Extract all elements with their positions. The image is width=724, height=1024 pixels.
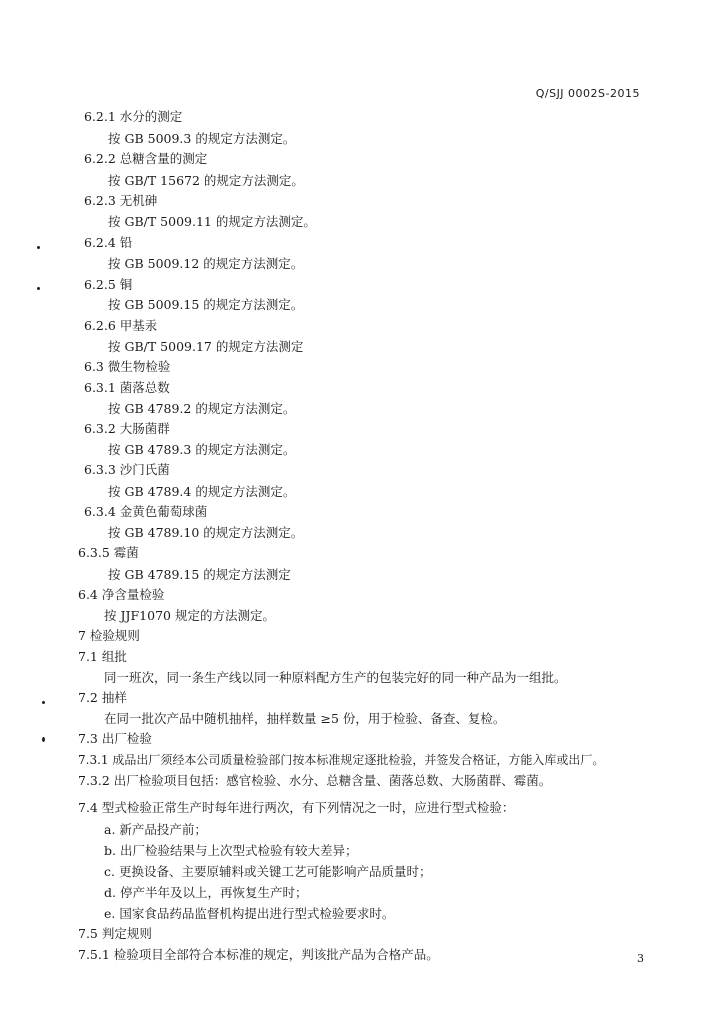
body-text: 7.3.2 出厂检验项目包括：感官检验、水分、总糖含量、菌落总数、大肠菌群、霉菌。 xyxy=(78,773,552,788)
section-heading-6-2-4: 6.2.4 铅 xyxy=(84,235,133,250)
section-heading-7-3: 7.3 出厂检验 xyxy=(78,731,152,746)
body-text: 7.5.1 检验项目全部符合本标准的规定，判该批产品为合格产品。 xyxy=(78,947,439,962)
body-text: 按 JJF1070 规定的方法测定。 xyxy=(104,608,275,623)
body-text: 按 GB/T 15672 的规定方法测定。 xyxy=(108,173,304,188)
section-heading-6-4: 6.4 净含量检验 xyxy=(78,587,165,602)
section-heading-6-3-2: 6.3.2 大肠菌群 xyxy=(84,421,170,436)
list-item: a. 新产品投产前； xyxy=(104,822,207,837)
section-heading-6-3-4: 6.3.4 金黄色葡萄球菌 xyxy=(84,504,208,519)
section-heading-7-2: 7.2 抽样 xyxy=(78,690,127,705)
body-text: 同一班次，同一条生产线以同一种原料配方生产的包装完好的同一种产品为一组批。 xyxy=(104,670,567,685)
standard-code: Q/SJJ 0002S-2015 xyxy=(535,87,640,100)
section-heading-6-3-3: 6.3.3 沙门氏菌 xyxy=(84,462,170,477)
body-text: 按 GB/T 5009.17 的规定方法测定 xyxy=(108,339,304,354)
body-text: 7.3.1 成品出厂须经本公司质量检验部门按本标准规定逐批检验，并签发合格证，方能入库或出厂。 xyxy=(78,753,605,767)
section-heading-7-5: 7.5 判定规则 xyxy=(78,926,152,941)
body-text: 按 GB 4789.10 的规定方法测定。 xyxy=(108,525,304,540)
list-item: d. 停产半年及以上，再恢复生产时； xyxy=(104,885,308,900)
section-heading-6-2-3: 6.2.3 无机砷 xyxy=(84,193,158,208)
body-text: 按 GB 4789.15 的规定方法测定 xyxy=(108,567,291,582)
section-heading-6-3: 6.3 微生物检验 xyxy=(84,359,171,374)
scan-speck xyxy=(37,287,40,290)
body-text: 按 GB 5009.15 的规定方法测定。 xyxy=(108,297,304,312)
body-text: 按 GB 4789.4 的规定方法测定。 xyxy=(108,484,296,499)
body-text: 按 GB 4789.2 的规定方法测定。 xyxy=(108,401,296,416)
scan-speck xyxy=(37,246,40,249)
body-text: 按 GB 5009.3 的规定方法测定。 xyxy=(108,131,296,146)
body-text: 按 GB 4789.3 的规定方法测定。 xyxy=(108,442,296,457)
list-item: c. 更换设备、主要原辅料或关键工艺可能影响产品质量时； xyxy=(104,864,432,879)
list-item: e. 国家食品药品监督机构提出进行型式检验要求时。 xyxy=(104,906,395,921)
body-text: 在同一批次产品中随机抽样，抽样数量 ≥5 份，用于检验、备查、复检。 xyxy=(104,711,506,726)
list-item: b. 出厂检验结果与上次型式检验有较大差异； xyxy=(104,843,358,858)
body-text: 按 GB 5009.12 的规定方法测定。 xyxy=(108,256,304,271)
scan-speck xyxy=(42,701,45,704)
body-text: 按 GB/T 5009.11 的规定方法测定。 xyxy=(108,214,316,229)
section-heading-6-2-6: 6.2.6 甲基汞 xyxy=(84,318,158,333)
page-number: 3 xyxy=(637,952,644,965)
section-heading-7-4: 7.4 型式检验正常生产时每年进行两次，有下列情况之一时，应进行型式检验： xyxy=(78,800,515,815)
section-heading-6-2-2: 6.2.2 总糖含量的测定 xyxy=(84,151,208,166)
section-heading-6-3-5: 6.3.5 霉菌 xyxy=(78,545,139,560)
section-heading-7-1: 7.1 组批 xyxy=(78,649,127,664)
section-heading-6-3-1: 6.3.1 菌落总数 xyxy=(84,380,170,395)
section-heading-6-2-1: 6.2.1 水分的测定 xyxy=(84,109,183,124)
section-heading-7: 7 检验规则 xyxy=(78,628,140,643)
scan-speck xyxy=(42,737,45,742)
section-heading-6-2-5: 6.2.5 铜 xyxy=(84,277,133,292)
